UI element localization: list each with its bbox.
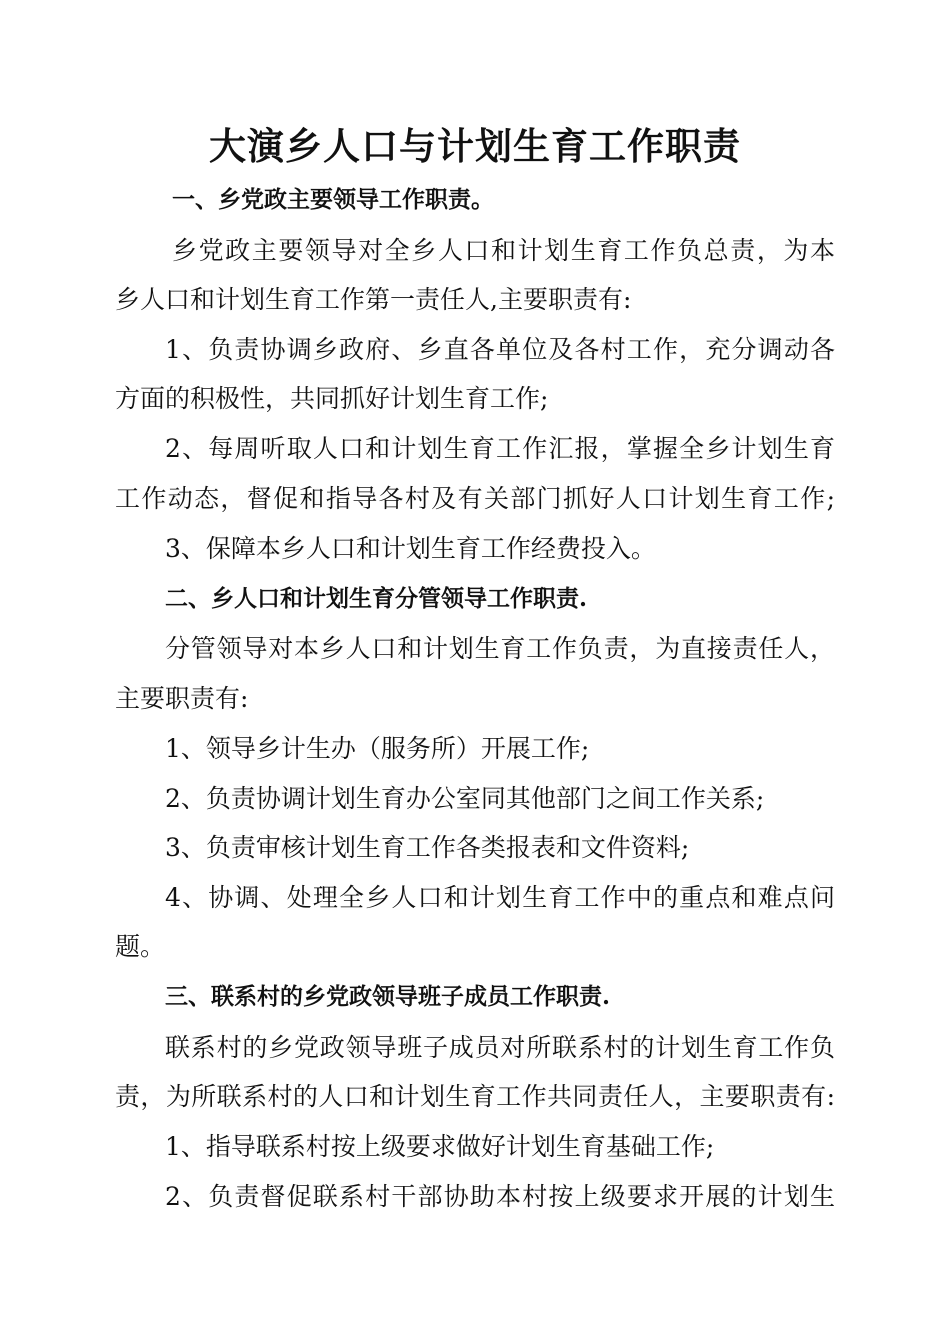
- paragraph-line: 乡党政主要领导对全乡人口和计划生育工作负总责，为本: [172, 236, 835, 265]
- paragraph-line: 方面的积极性，共同抓好计划生育工作;: [115, 384, 549, 413]
- paragraph-line: 2、负责督促联系村干部协助本村按上级要求开展的计划生: [165, 1182, 835, 1211]
- paragraph-line: 3、保障本乡人口和计划生育工作经费投入。: [165, 534, 656, 563]
- paragraph-line: 分管领导对本乡人口和计划生育工作负责，为直接责任人，: [165, 634, 835, 663]
- paragraph-line: 3、负责审核计划生育工作各类报表和文件资料;: [165, 833, 690, 862]
- paragraph-line: 1、负责协调乡政府、乡直各单位及各村工作，充分调动各: [165, 335, 835, 364]
- paragraph-line: 题。: [115, 932, 166, 961]
- paragraph-line: 工作动态，督促和指导各村及有关部门抓好人口计划生育工作;: [115, 484, 835, 513]
- section-heading-3: 三、联系村的乡党政领导班子成员工作职责.: [165, 983, 611, 1010]
- paragraph-line: 4、协调、处理全乡人口和计划生育工作中的重点和难点问: [165, 883, 835, 912]
- section-heading-1: 一、乡党政主要领导工作职责。: [172, 186, 494, 213]
- paragraph-line: 1、指导联系村按上级要求做好计划生育基础工作;: [165, 1132, 715, 1161]
- paragraph-line: 2、每周听取人口和计划生育工作汇报，掌握全乡计划生育: [165, 434, 835, 463]
- paragraph-line: 乡人口和计划生育工作第一责任人,主要职责有:: [115, 285, 632, 314]
- paragraph-line: 1、领导乡计生办（服务所）开展工作;: [165, 734, 590, 763]
- paragraph-line: 主要职责有:: [115, 684, 249, 713]
- document-title: 大演乡人口与计划生育工作职责: [209, 124, 741, 168]
- paragraph-line: 2、负责协调计划生育办公室同其他部门之间工作关系;: [165, 784, 765, 813]
- section-heading-2: 二、乡人口和计划生育分管领导工作职责.: [165, 585, 588, 612]
- paragraph-line: 联系村的乡党政领导班子成员对所联系村的计划生育工作负: [165, 1033, 835, 1062]
- paragraph-line: 责，为所联系村的人口和计划生育工作共同责任人，主要职责有:: [115, 1082, 835, 1111]
